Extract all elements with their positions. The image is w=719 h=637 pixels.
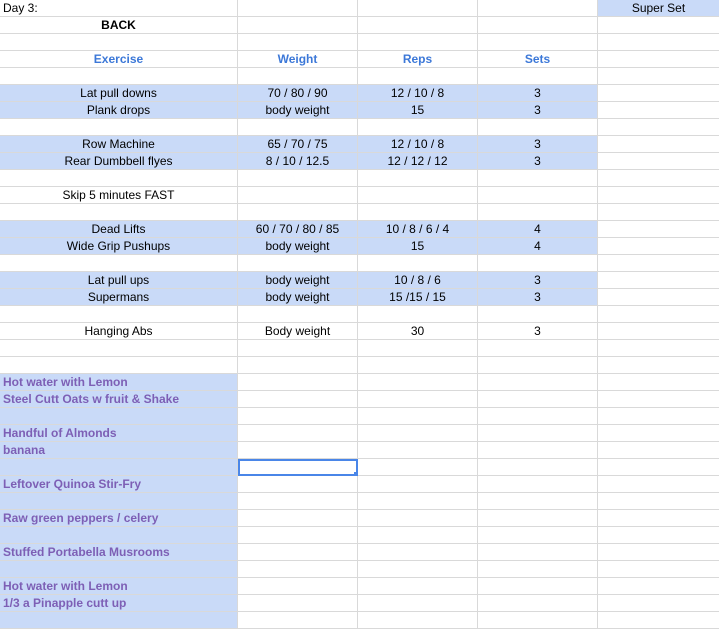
meal-cell[interactable]: Stuffed Portabella Musrooms [0,544,238,561]
header-reps[interactable]: Reps [358,51,478,68]
empty-cell[interactable] [238,170,358,187]
empty-cell[interactable] [478,357,598,374]
empty-cell[interactable] [598,459,719,476]
meal-row [0,408,719,425]
meal-cell[interactable] [0,459,238,476]
meal-row [0,612,719,629]
sheet-row [0,187,719,204]
empty-cell[interactable] [238,0,358,17]
empty-cell[interactable] [598,51,719,68]
reps-cell[interactable]: 12 / 10 / 8 [358,85,478,102]
exercise-cell[interactable]: Plank drops [0,102,238,119]
empty-cell[interactable] [478,187,598,204]
empty-cell[interactable] [598,493,719,510]
sheet-row [0,306,719,323]
empty-cell[interactable] [478,340,598,357]
weight-cell[interactable]: body weight [238,238,358,255]
empty-cell[interactable] [598,561,719,578]
empty-cell[interactable] [238,306,358,323]
meal-row [0,595,719,612]
meal-cell[interactable]: Steel Cutt Oats w fruit & Shake [0,391,238,408]
empty-cell[interactable] [238,357,358,374]
empty-cell[interactable] [598,204,719,221]
weight-cell[interactable]: 65 / 70 / 75 [238,136,358,153]
empty-cell[interactable] [478,204,598,221]
empty-cell[interactable] [358,442,478,459]
meal-cell[interactable] [0,493,238,510]
meal-cell[interactable]: banana [0,442,238,459]
sheet-row [0,34,719,51]
selected-cell[interactable] [238,459,358,476]
empty-cell[interactable] [478,561,598,578]
empty-cell[interactable] [478,612,598,629]
empty-cell[interactable] [478,0,598,17]
empty-cell[interactable] [358,595,478,612]
empty-cell[interactable] [238,187,358,204]
meal-row [0,374,719,391]
reps-cell[interactable]: 10 / 8 / 6 [358,272,478,289]
meal-row [0,391,719,408]
empty-cell[interactable] [598,85,719,102]
empty-cell[interactable] [238,425,358,442]
empty-cell[interactable] [358,493,478,510]
exercise-row [0,85,719,102]
empty-cell[interactable] [358,612,478,629]
weight-cell[interactable]: body weight [238,289,358,306]
empty-cell[interactable] [478,68,598,85]
sheet-row [0,204,719,221]
empty-cell[interactable] [238,119,358,136]
empty-cell[interactable] [598,323,719,340]
header-exercise[interactable]: Exercise [0,51,238,68]
empty-cell[interactable] [598,595,719,612]
sets-cell[interactable]: 3 [478,136,598,153]
exercise-row [0,272,719,289]
empty-cell[interactable] [238,255,358,272]
empty-cell[interactable] [598,340,719,357]
empty-cell[interactable] [598,68,719,85]
sheet-row [0,0,719,17]
meal-cell[interactable] [0,612,238,629]
empty-cell[interactable] [0,170,238,187]
empty-cell[interactable] [478,544,598,561]
meal-row [0,578,719,595]
empty-cell[interactable] [238,561,358,578]
meal-row [0,459,719,476]
empty-cell[interactable] [478,425,598,442]
exercise-cell[interactable]: Rear Dumbbell flyes [0,153,238,170]
reps-cell[interactable]: 15 /15 / 15 [358,289,478,306]
exercise-row [0,136,719,153]
day-label-cell[interactable]: Day 3: [0,0,238,17]
empty-cell[interactable] [598,187,719,204]
empty-cell[interactable] [238,476,358,493]
empty-cell[interactable] [358,544,478,561]
empty-cell[interactable] [0,204,238,221]
section-title-cell[interactable]: BACK [0,17,238,34]
exercise-cell[interactable]: Hanging Abs [0,323,238,340]
superset-label-cell[interactable]: Super Set [598,0,719,17]
skip-cell[interactable]: Skip 5 minutes FAST [0,187,238,204]
empty-cell[interactable] [358,170,478,187]
empty-cell[interactable] [598,289,719,306]
empty-cell[interactable] [238,527,358,544]
empty-cell[interactable] [358,476,478,493]
empty-cell[interactable] [598,136,719,153]
sheet-row [0,357,719,374]
sets-cell[interactable]: 4 [478,238,598,255]
empty-cell[interactable] [598,544,719,561]
sets-cell[interactable]: 3 [478,85,598,102]
empty-cell[interactable] [478,510,598,527]
empty-cell[interactable] [358,527,478,544]
sheet-row [0,340,719,357]
empty-cell[interactable] [598,221,719,238]
sets-cell[interactable]: 3 [478,272,598,289]
empty-cell[interactable] [358,119,478,136]
empty-cell[interactable] [238,578,358,595]
meal-row [0,510,719,527]
empty-cell[interactable] [598,17,719,34]
header-sets[interactable]: Sets [478,51,598,68]
empty-cell[interactable] [598,391,719,408]
exercise-cell[interactable]: Row Machine [0,136,238,153]
empty-cell[interactable] [358,255,478,272]
weight-cell[interactable]: body weight [238,272,358,289]
meal-row [0,493,719,510]
empty-cell[interactable] [598,238,719,255]
meal-cell[interactable]: Hot water with Lemon [0,578,238,595]
weight-cell[interactable]: 70 / 80 / 90 [238,85,358,102]
exercise-cell[interactable]: Dead Lifts [0,221,238,238]
empty-cell[interactable] [238,442,358,459]
empty-cell[interactable] [478,374,598,391]
empty-cell[interactable] [238,374,358,391]
empty-cell[interactable] [238,391,358,408]
empty-cell[interactable] [238,68,358,85]
empty-cell[interactable] [478,170,598,187]
exercise-row [0,289,719,306]
empty-cell[interactable] [478,306,598,323]
empty-cell[interactable] [478,476,598,493]
empty-cell[interactable] [478,595,598,612]
meal-row [0,527,719,544]
empty-cell[interactable] [358,510,478,527]
empty-cell[interactable] [598,255,719,272]
sets-cell[interactable]: 3 [478,289,598,306]
meal-cell[interactable]: 1/3 a Pinapple cutt up [0,595,238,612]
meal-cell[interactable] [0,408,238,425]
empty-cell[interactable] [238,340,358,357]
empty-cell[interactable] [598,272,719,289]
empty-cell[interactable] [238,17,358,34]
empty-cell[interactable] [478,391,598,408]
meal-cell[interactable] [0,527,238,544]
empty-cell[interactable] [358,68,478,85]
empty-cell[interactable] [598,578,719,595]
meal-cell[interactable] [0,561,238,578]
empty-cell[interactable] [0,68,238,85]
empty-cell[interactable] [0,306,238,323]
empty-cell[interactable] [238,204,358,221]
sets-cell[interactable]: 3 [478,153,598,170]
exercise-row [0,153,719,170]
empty-cell[interactable] [478,442,598,459]
meal-cell[interactable]: Raw green peppers / celery [0,510,238,527]
header-row [0,51,719,68]
meal-row [0,476,719,493]
empty-cell[interactable] [358,17,478,34]
empty-cell[interactable] [358,374,478,391]
empty-cell[interactable] [0,255,238,272]
meal-row [0,544,719,561]
header-weight[interactable]: Weight [238,51,358,68]
reps-cell[interactable]: 15 [358,102,478,119]
empty-cell[interactable] [238,544,358,561]
empty-cell[interactable] [598,374,719,391]
sheet-row [0,119,719,136]
empty-cell[interactable] [478,527,598,544]
empty-cell[interactable] [598,527,719,544]
empty-cell[interactable] [358,204,478,221]
empty-cell[interactable] [238,34,358,51]
meal-cell[interactable]: Hot water with Lemon [0,374,238,391]
empty-cell[interactable] [358,459,478,476]
meal-cell[interactable]: Handful of Almonds [0,425,238,442]
empty-cell[interactable] [358,340,478,357]
empty-cell[interactable] [598,306,719,323]
empty-cell[interactable] [598,612,719,629]
empty-cell[interactable] [358,408,478,425]
meal-row [0,561,719,578]
meal-row [0,442,719,459]
reps-cell[interactable]: 10 / 8 / 6 / 4 [358,221,478,238]
empty-cell[interactable] [598,170,719,187]
empty-cell[interactable] [358,357,478,374]
meal-row [0,425,719,442]
empty-cell[interactable] [238,493,358,510]
empty-cell[interactable] [0,119,238,136]
empty-cell[interactable] [358,391,478,408]
empty-cell[interactable] [238,612,358,629]
meal-cell[interactable]: Leftover Quinoa Stir-Fry [0,476,238,493]
exercise-row [0,238,719,255]
weight-cell[interactable]: Body weight [238,323,358,340]
reps-cell[interactable]: 15 [358,238,478,255]
empty-cell[interactable] [478,578,598,595]
exercise-row [0,323,719,340]
sheet-row [0,17,719,34]
exercise-cell[interactable]: Wide Grip Pushups [0,238,238,255]
empty-cell[interactable] [598,442,719,459]
empty-cell[interactable] [358,0,478,17]
empty-cell[interactable] [478,493,598,510]
sets-cell[interactable]: 3 [478,102,598,119]
empty-cell[interactable] [478,459,598,476]
empty-cell[interactable] [598,408,719,425]
empty-cell[interactable] [598,510,719,527]
empty-cell[interactable] [598,102,719,119]
exercise-cell[interactable]: Supermans [0,289,238,306]
sets-cell[interactable]: 4 [478,221,598,238]
empty-cell[interactable] [358,578,478,595]
empty-cell[interactable] [358,425,478,442]
empty-cell[interactable] [478,408,598,425]
weight-cell[interactable]: 8 / 10 / 12.5 [238,153,358,170]
empty-cell[interactable] [238,595,358,612]
empty-cell[interactable] [598,476,719,493]
empty-cell[interactable] [598,34,719,51]
exercise-row [0,221,719,238]
empty-cell[interactable] [358,187,478,204]
sheet-row [0,170,719,187]
empty-cell[interactable] [598,357,719,374]
empty-cell[interactable] [478,17,598,34]
empty-cell[interactable] [0,34,238,51]
empty-cell[interactable] [478,119,598,136]
reps-cell[interactable]: 12 / 12 / 12 [358,153,478,170]
empty-cell[interactable] [478,34,598,51]
reps-cell[interactable]: 12 / 10 / 8 [358,136,478,153]
exercise-row [0,102,719,119]
empty-cell[interactable] [598,425,719,442]
weight-cell[interactable]: 60 / 70 / 80 / 85 [238,221,358,238]
sheet-row [0,255,719,272]
empty-cell[interactable] [598,153,719,170]
empty-cell[interactable] [0,340,238,357]
empty-cell[interactable] [238,510,358,527]
sheet-row [0,68,719,85]
exercise-cell[interactable]: Lat pull ups [0,272,238,289]
empty-cell[interactable] [598,119,719,136]
reps-cell[interactable]: 30 [358,323,478,340]
empty-cell[interactable] [478,255,598,272]
sets-cell[interactable]: 3 [478,323,598,340]
empty-cell[interactable] [358,561,478,578]
empty-cell[interactable] [0,357,238,374]
empty-cell[interactable] [238,408,358,425]
exercise-cell[interactable]: Lat pull downs [0,85,238,102]
empty-cell[interactable] [358,34,478,51]
empty-cell[interactable] [358,306,478,323]
weight-cell[interactable]: body weight [238,102,358,119]
